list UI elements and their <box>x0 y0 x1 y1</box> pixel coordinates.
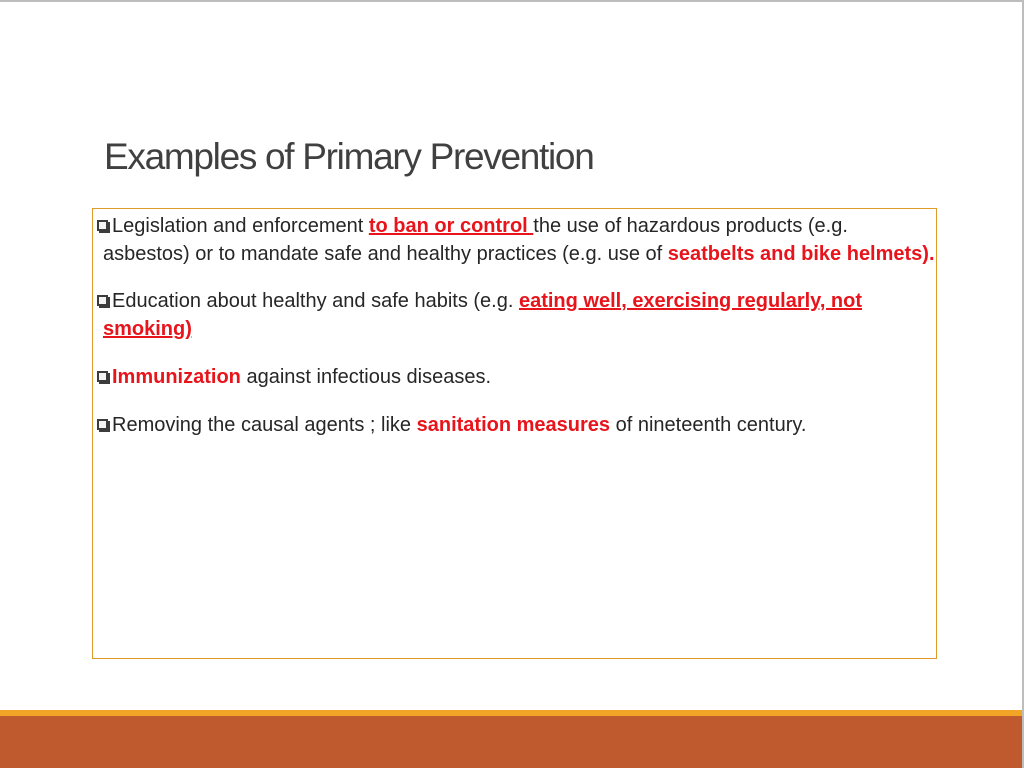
checkbox-bullet-icon <box>97 419 108 430</box>
bullet-text: against infectious diseases. <box>240 366 492 388</box>
bullet-legislation <box>95 212 935 268</box>
slide-title: Examples of Primary Prevention <box>104 136 594 177</box>
highlight-text: eating well, exercising regularly, not smoking) <box>103 290 863 340</box>
bullet-list <box>95 212 935 458</box>
highlight-text: to ban or control <box>368 215 534 237</box>
checkbox-bullet-icon <box>97 371 108 382</box>
bullet-text: of nineteenth century. <box>610 414 807 436</box>
bullet-causal-agents <box>95 411 935 439</box>
bullet-text: Education about healthy and safe habits (e.g. <box>112 290 519 312</box>
bullet-text: Legislation and enforcement <box>112 215 369 237</box>
footer-band <box>0 716 1024 768</box>
bullet-education <box>95 287 935 343</box>
bullet-immunization <box>95 363 935 391</box>
checkbox-bullet-icon <box>97 220 108 231</box>
bullet-text: Removing the causal agents ; like <box>112 414 417 436</box>
highlight-text: seatbelts and bike helmets). <box>667 243 935 265</box>
checkbox-bullet-icon <box>97 295 108 306</box>
highlight-text: sanitation measures <box>416 414 611 436</box>
highlight-text: Immunization <box>112 366 241 388</box>
bullet-text: the use of hazardous products (e.g. asbestos) or to mandate safe and healthy practices (e.g. use of <box>103 215 848 265</box>
